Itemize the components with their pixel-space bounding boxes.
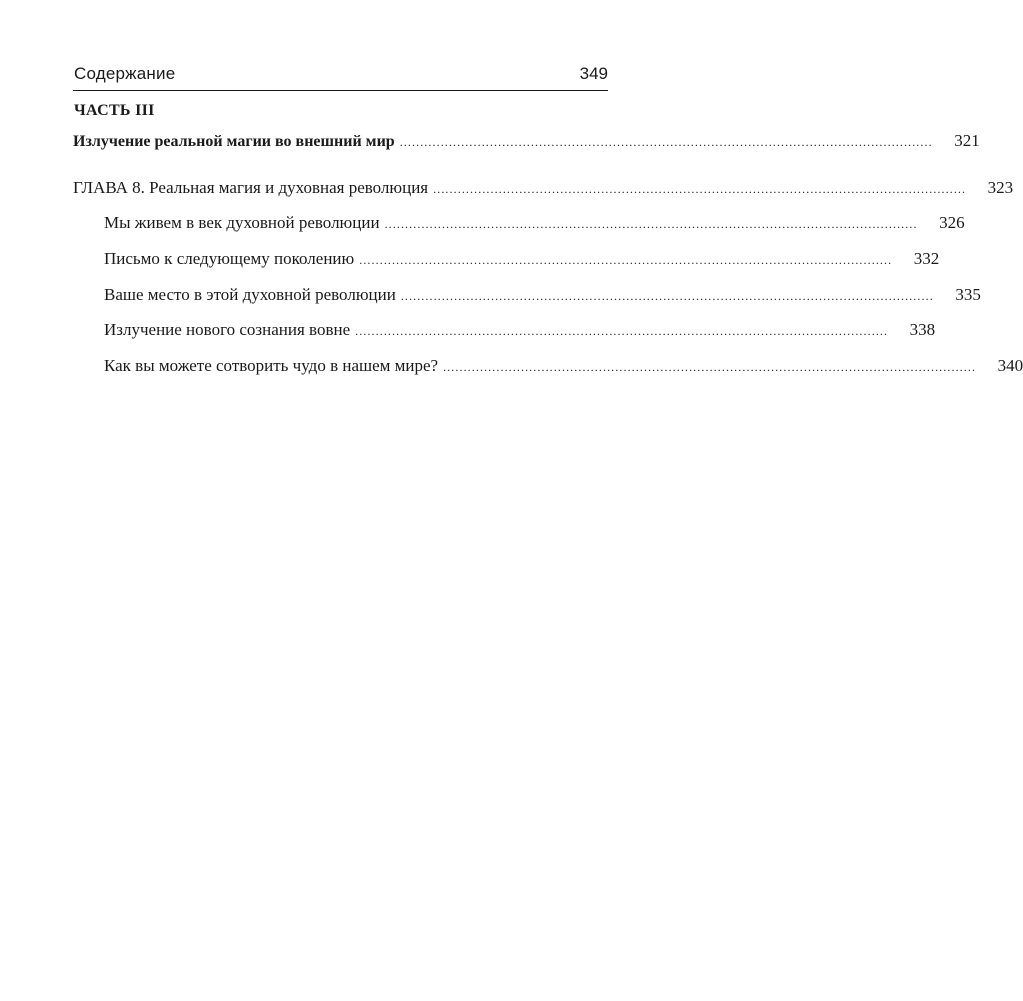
toc-entry-page: 338 — [909, 320, 936, 339]
dot-leader: .................................................................................................................................. — [384, 217, 918, 231]
dot-leader: .................................................................................................................................. — [359, 253, 893, 267]
dot-leader: .................................................................................................................................. — [433, 182, 967, 196]
toc-entry-title: ГЛАВА 8. Реальная магия и духовная революция — [73, 178, 429, 197]
dot-leader: .................................................................................................................................. — [400, 289, 934, 303]
toc-entry-page: 332 — [913, 249, 940, 268]
dot-leader: .................................................................................................................................. — [355, 324, 889, 338]
toc-entry-title: Как вы можете сотворить чудо в нашем мире? — [104, 356, 439, 375]
toc-entry-title: Мы живем в век духовной революции — [104, 213, 380, 232]
toc-entry-section[interactable] — [104, 356, 1023, 380]
toc-entry-page: 321 — [954, 131, 980, 150]
toc-entry-part[interactable] — [73, 131, 980, 155]
toc-entry-page: 323 — [987, 178, 1014, 197]
toc-entry-title: Излучение реальной магии во внешний мир — [73, 133, 395, 150]
dot-leader: .................................................................................................................................. — [443, 360, 977, 374]
toc-entry-page: 326 — [939, 213, 965, 232]
toc-entry-title: Письмо к следующему поколению — [104, 249, 355, 268]
toc-entry-section[interactable] — [104, 285, 981, 309]
toc-entry-section[interactable] — [104, 320, 936, 344]
toc-entry-title: Излучение нового сознания вовне — [104, 320, 351, 339]
dot-leader: .................................................................................................................................. — [399, 135, 933, 149]
running-header-title: Содержание — [74, 64, 176, 83]
toc-entry-chapter[interactable] — [73, 178, 1014, 202]
part-heading: ЧАСТЬ III — [74, 102, 155, 119]
toc-entry-title: Ваше место в этой духовной революции — [104, 285, 396, 304]
toc-entry-page: 340 — [997, 356, 1023, 375]
toc-entry-page: 335 — [955, 285, 981, 304]
running-header — [73, 60, 608, 91]
running-header-page-number: 349 — [579, 64, 608, 83]
toc-entry-section[interactable] — [104, 213, 965, 237]
toc-entry-section[interactable] — [104, 249, 940, 273]
